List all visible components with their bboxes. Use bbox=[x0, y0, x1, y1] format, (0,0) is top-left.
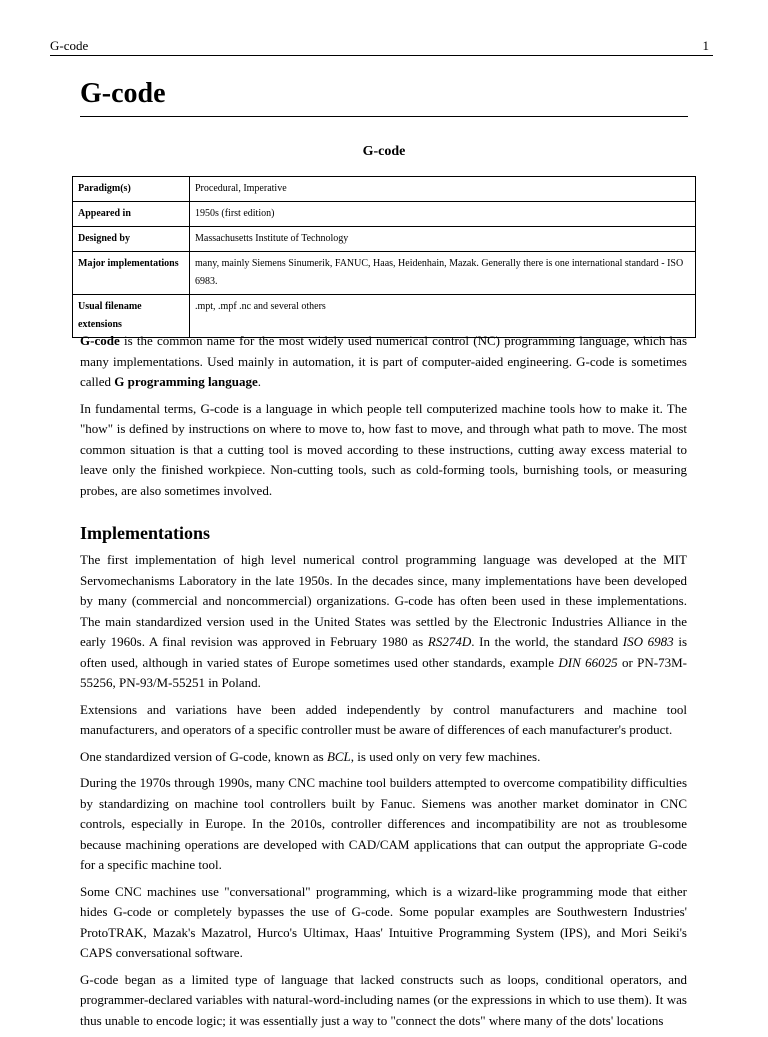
infobox-label: Major implementations bbox=[73, 252, 190, 295]
impl-text: is often used, although in varied states of Europe sometimes used other standards, example bbox=[80, 634, 688, 670]
intro-paragraph-1 bbox=[80, 331, 687, 393]
standard-iso-6983: ISO 6983 bbox=[622, 634, 674, 649]
standard-din-66025: DIN 66025 bbox=[558, 654, 618, 670]
infobox-value: Procedural, Imperative bbox=[190, 177, 696, 202]
page-title: G-code bbox=[80, 76, 688, 117]
impl-paragraph-5: Some CNC machines use "conversational" programming, which is a wizard-like programming mode that either hides G-code or completely bypasses the use of G-code. Some popular examples are Southwestern Industries' ProtoTRAK, Mazak's Mazatrol, Hurco's Ultimax, Haas' Intuitive Programming System (IPS), and Mori Seiki's CAPS conversational software. bbox=[80, 883, 687, 960]
intro-paragraph-2: In fundamental terms, G-code is a language in which people tell computerized machine tools how to make it. The "how" is defined by instructions on where to move to, how fast to move, and through what path to move. The most common situation is that a cutting tool is moved according to these instructions, cutting away excess material to leave only the finished workpiece. Non-cutting tools, such as cold-forming tools, burnishing tools, or measuring probes, are also sometimes involved. bbox=[80, 400, 687, 498]
intro-text: is the common name for the most widely used numerical control (NC) programming language, which has many implementations. Used mainly in automation, it is part of computer-aided engineering. G-code is sometimes called bbox=[80, 333, 687, 389]
impl-text: . In the world, the standard bbox=[471, 634, 623, 649]
standard-rs274d: RS274D bbox=[427, 634, 472, 649]
infobox-label: Usual filename extensions bbox=[73, 295, 190, 338]
impl-paragraph-2: Extensions and variations have been added independently by control manufacturers and machine tool manufacturers, and operators of a specific controller must be aware of differences of each manufacturer's product. bbox=[80, 701, 687, 737]
page-number: 1 bbox=[702, 38, 709, 53]
impl-text: or PN-73M-55256, PN-93/M-55251 in Poland. bbox=[80, 654, 687, 690]
infobox-value: .mpt, .mpf .nc and several others bbox=[190, 295, 696, 338]
running-header bbox=[50, 38, 713, 56]
infobox-value: 1950s (first edition) bbox=[190, 202, 696, 227]
infobox-value: many, mainly Siemens Sinumerik, FANUC, Haas, Heidenhain, Mazak. Generally there is one international standard - ISO 6983. bbox=[190, 252, 696, 295]
impl-text: The first implementation of high level numerical control programming language was developed at the MIT Servomechanisms Laboratory in the late 1950s. In the decades since, many implementations have been developed by many (commercial and noncommercial) organizations. G-code has often been used in these implementations. The main standardized version used in the United States was settled by the Electronic Industries Alliance in the early 1960s. A final revision was approved in February 1980 as bbox=[80, 552, 687, 649]
section-heading-implementations: Implementations bbox=[80, 523, 210, 543]
term-g-programming-language: G programming language bbox=[114, 374, 258, 389]
article-body bbox=[80, 331, 687, 1037]
impl-paragraph-3 bbox=[80, 747, 687, 768]
term-gcode: G-code bbox=[80, 333, 120, 348]
infobox-value: Massachusetts Institute of Technology bbox=[190, 227, 696, 252]
infobox-label: Appeared in bbox=[73, 202, 190, 227]
infobox-row bbox=[73, 252, 696, 295]
infobox-label: Paradigm(s) bbox=[73, 177, 190, 202]
impl-text: One standardized version of G-code, known as bbox=[80, 748, 327, 764]
impl-paragraph-6: G-code began as a limited type of language that lacked constructs such as loops, conditional operators, and programmer-declared variables with natural-word-including names (or the expressions in which to use them). It was thus unable to encode logic; it was essentially just a way to "connect the dots" where many of the dots' locations bbox=[80, 971, 687, 1028]
infobox-label: Designed by bbox=[73, 227, 190, 252]
impl-paragraph-4: During the 1970s through 1990s, many CNC machine tool builders attempted to overcome compatibility difficulties by standardizing on machine tool controllers built by Fanuc. Siemens was another market dominator in CNC controls, especially in Europe. In the 2010s, controller differences and incompatibility are not as troublesome because machining operations are developed with CAD/CAM applications that can output the appropriate G-code for a specific machine tool. bbox=[80, 775, 687, 872]
infobox-caption: G-code bbox=[362, 144, 406, 159]
infobox-row bbox=[73, 202, 696, 227]
impl-text: , is used only on very few machines. bbox=[350, 748, 541, 764]
infobox-row bbox=[73, 177, 696, 202]
impl-paragraph-1 bbox=[80, 550, 687, 694]
term-bcl: BCL bbox=[326, 748, 351, 764]
running-header-title: G-code bbox=[50, 38, 89, 53]
infobox-table bbox=[72, 176, 696, 338]
intro-text-end: . bbox=[257, 374, 262, 389]
infobox-row bbox=[73, 227, 696, 252]
